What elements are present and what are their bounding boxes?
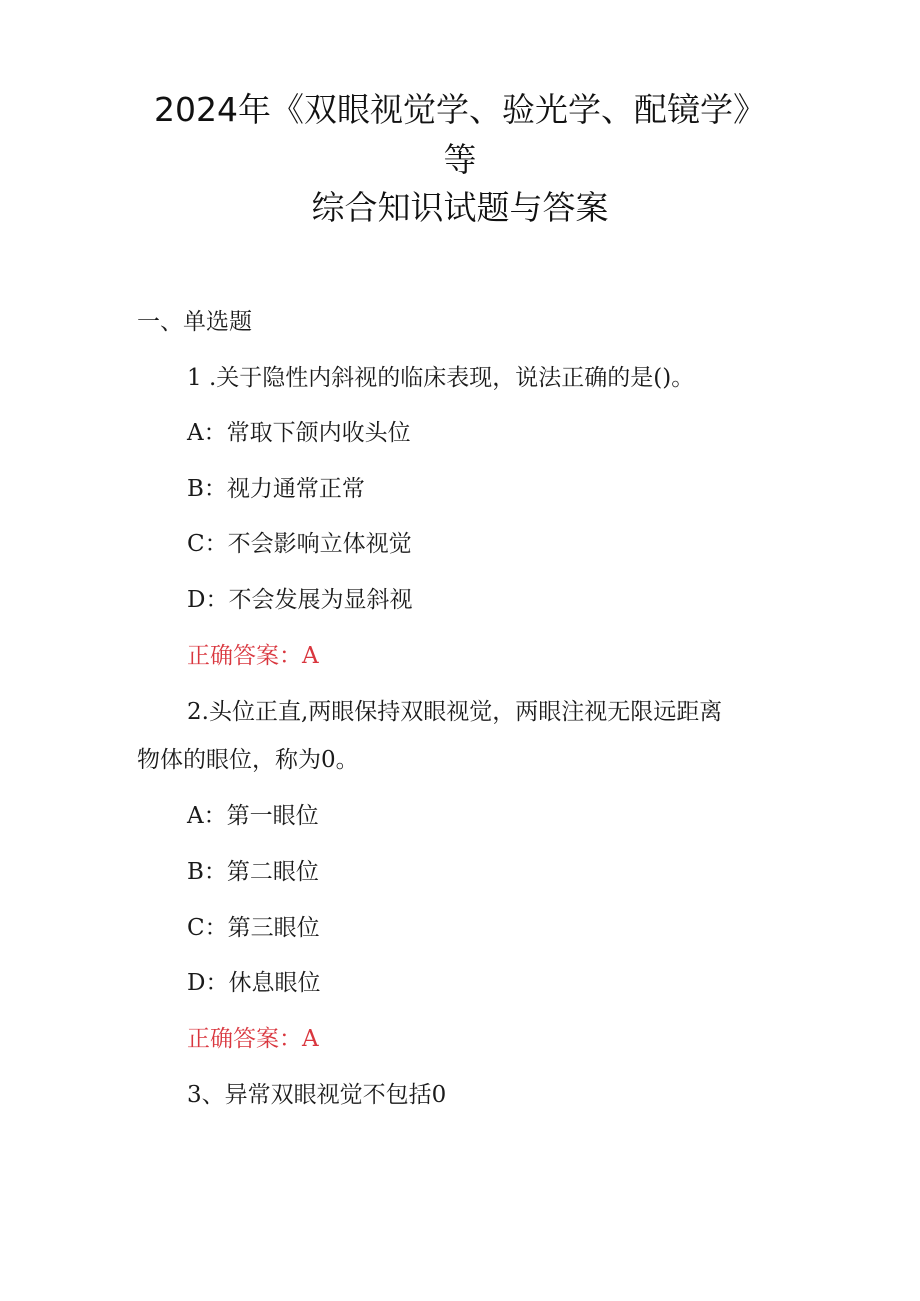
question-1-option-a: A：常取下颌内收头位 (187, 420, 411, 446)
question-2-option-a: A：第一眼位 (187, 803, 319, 829)
question-1-option-b: B：视力通常正常 (187, 476, 365, 502)
question-3-stem: 3、异常双眼视觉不包括0 (187, 1082, 447, 1108)
document-title-line-1: 2024年《双眼视觉学、验光学、配镜学》 (154, 90, 766, 129)
document-title-line-2: 等 (443, 140, 477, 179)
question-1-answer: 正确答案：A (187, 643, 319, 669)
question-2-option-d: D：休息眼位 (187, 970, 321, 996)
question-1-option-d: D：不会发展为显斜视 (187, 587, 413, 613)
section-heading: 一、单选题 (137, 309, 252, 335)
question-2-answer: 正确答案：A (187, 1026, 319, 1052)
document-title-line-3: 综合知识试题与答案 (311, 188, 609, 227)
question-1-stem: 1 .关于隐性内斜视的临床表现，说法正确的是()。 (187, 365, 695, 391)
question-1-option-c: C：不会影响立体视觉 (187, 531, 412, 557)
question-2-stem-line-1: 2.头位正直,两眼保持双眼视觉，两眼注视无限远距离 (187, 699, 723, 725)
question-2-stem-line-2: 物体的眼位，称为0。 (137, 747, 359, 773)
question-2-option-c: C：第三眼位 (187, 915, 320, 941)
question-2-option-b: B：第二眼位 (187, 859, 319, 885)
